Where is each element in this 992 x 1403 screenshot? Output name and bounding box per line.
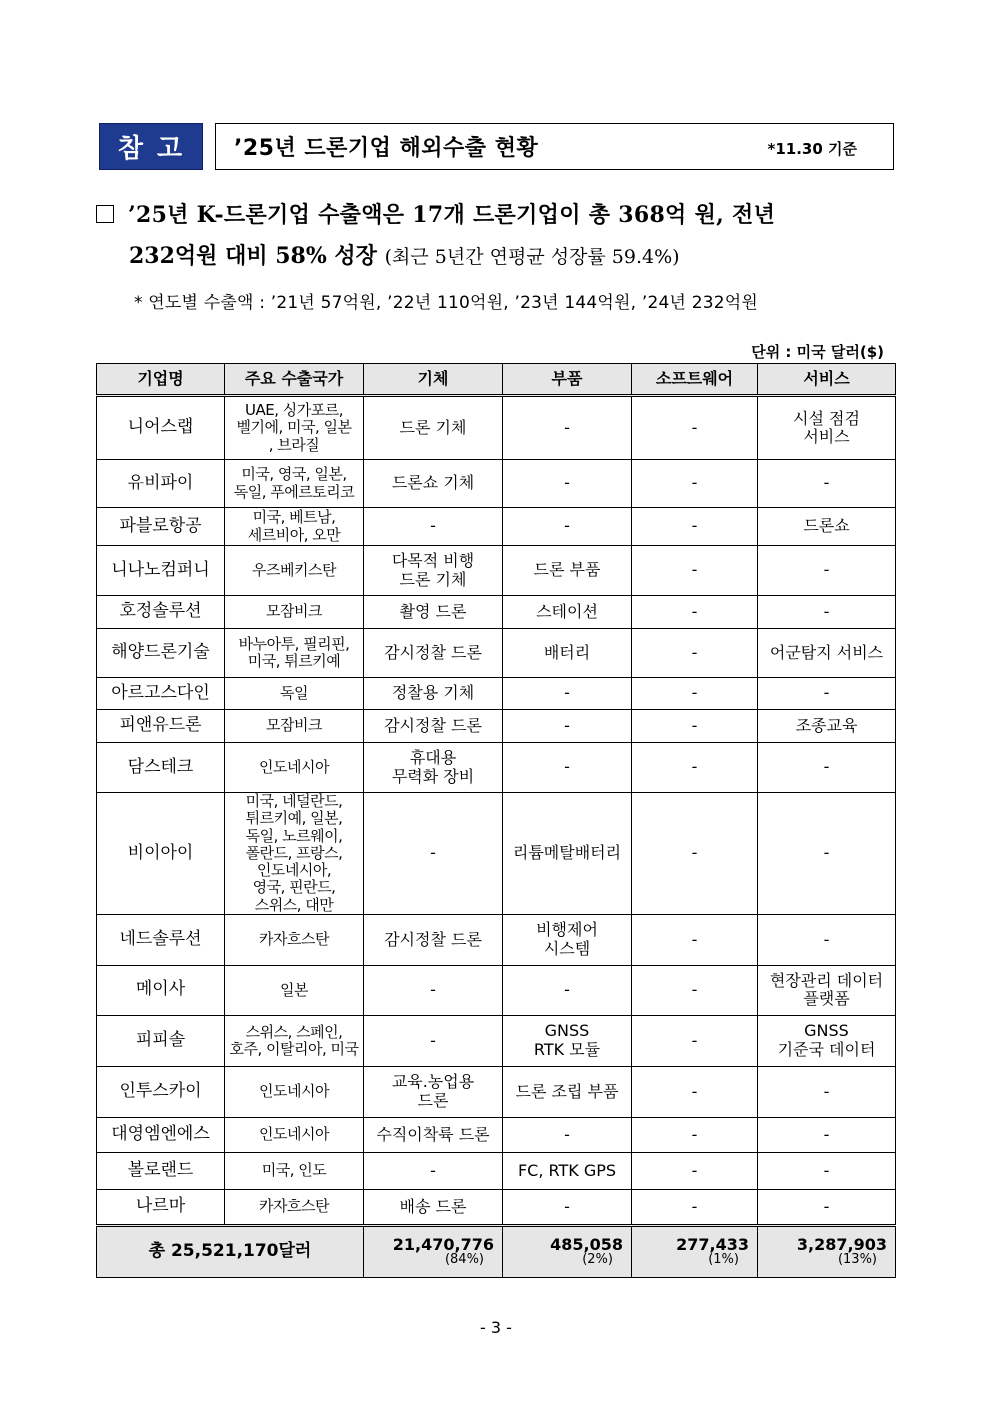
countries-cell: 미국, 네덜란드, 튀르키예, 일본, 독일, 노르웨이, 폴란드, 프랑스, 인도네시아, 영국, 핀란드, 스위스, 대만 bbox=[225, 793, 364, 915]
parts-cell: 배터리 bbox=[503, 629, 632, 678]
table-row bbox=[97, 596, 896, 629]
parts-cell: - bbox=[503, 710, 632, 743]
software-cell: - bbox=[632, 914, 758, 965]
service-cell: - bbox=[758, 1066, 896, 1117]
page-number: - 3 - bbox=[480, 1318, 512, 1337]
parts-cell: 리튬메탈배터리 bbox=[503, 793, 632, 915]
date-note: *11.30 기준 bbox=[767, 140, 857, 158]
company-cell: 네드솔루션 bbox=[97, 914, 225, 965]
countries-cell: 미국, 인도 bbox=[225, 1152, 364, 1189]
service-cell: - bbox=[758, 546, 896, 596]
parts-cell: - bbox=[503, 678, 632, 710]
airframe-cell: 정찰용 기체 bbox=[364, 678, 503, 710]
table-row bbox=[97, 710, 896, 743]
total-label: 총 25,521,170달러 bbox=[97, 1225, 364, 1277]
parts-cell: - bbox=[503, 965, 632, 1015]
software-cell: - bbox=[632, 508, 758, 546]
checkbox-bullet-icon bbox=[96, 205, 114, 223]
col-header-company: 기업명 bbox=[97, 364, 225, 396]
total-airframe-pct: (84%) bbox=[444, 1252, 484, 1268]
company-cell: 담스테크 bbox=[97, 743, 225, 793]
table-row bbox=[97, 1015, 896, 1066]
table-row bbox=[97, 965, 896, 1015]
service-cell: 어군탐지 서비스 bbox=[758, 629, 896, 678]
airframe-cell: - bbox=[364, 1152, 503, 1189]
company-cell: 메이사 bbox=[97, 965, 225, 1015]
airframe-cell: - bbox=[364, 508, 503, 546]
table-row bbox=[97, 1066, 896, 1117]
airframe-cell: 감시정찰 드론 bbox=[364, 914, 503, 965]
countries-cell: 인도네시아 bbox=[225, 743, 364, 793]
software-cell: - bbox=[632, 965, 758, 1015]
company-cell: 비이아이 bbox=[97, 793, 225, 915]
table-row bbox=[97, 629, 896, 678]
company-cell: 아르고스다인 bbox=[97, 678, 225, 710]
company-cell: 파블로항공 bbox=[97, 508, 225, 546]
total-service-value: 3,287,903 bbox=[796, 1234, 887, 1254]
company-cell: 유비파이 bbox=[97, 460, 225, 508]
software-cell: - bbox=[632, 546, 758, 596]
company-cell: 피앤유드론 bbox=[97, 710, 225, 743]
parts-cell: - bbox=[503, 396, 632, 460]
total-parts bbox=[503, 1225, 632, 1277]
company-cell: 니어스랩 bbox=[97, 396, 225, 460]
airframe-cell: 드론 기체 bbox=[364, 396, 503, 460]
col-header-parts: 부품 bbox=[503, 364, 632, 396]
total-service-pct: (13%) bbox=[837, 1252, 877, 1268]
col-header-service: 서비스 bbox=[758, 364, 896, 396]
service-cell: - bbox=[758, 460, 896, 508]
summary-line-1: ’25년 K-드론기업 수출액은 17개 드론기업이 총 368억 원, 전년 bbox=[128, 202, 776, 228]
parts-cell: - bbox=[503, 743, 632, 793]
table-row bbox=[97, 793, 896, 915]
parts-cell: - bbox=[503, 1117, 632, 1152]
parts-cell: - bbox=[503, 460, 632, 508]
yearly-exports-note: * 연도별 수출액 : ’21년 57억원, ’22년 110억원, ’23년 144억원, ’24년 232억원 bbox=[134, 293, 758, 313]
airframe-cell: 교육.농업용 드론 bbox=[364, 1066, 503, 1117]
airframe-cell: 배송 드론 bbox=[364, 1189, 503, 1225]
table-row bbox=[97, 1152, 896, 1189]
company-cell: 볼로랜드 bbox=[97, 1152, 225, 1189]
service-cell: 현장관리 데이터 플랫폼 bbox=[758, 965, 896, 1015]
parts-cell: - bbox=[503, 508, 632, 546]
parts-cell: 드론 조립 부품 bbox=[503, 1066, 632, 1117]
summary-line-2: 232억원 대비 58% 성장 bbox=[129, 243, 377, 269]
countries-cell: 미국, 베트남, 세르비아, 오만 bbox=[225, 508, 364, 546]
total-parts-pct: (2%) bbox=[582, 1252, 613, 1268]
software-cell: - bbox=[632, 1117, 758, 1152]
total-airframe-value: 21,470,776 bbox=[392, 1234, 494, 1254]
service-cell: - bbox=[758, 596, 896, 629]
total-software bbox=[632, 1225, 758, 1277]
airframe-cell: 드론쇼 기체 bbox=[364, 460, 503, 508]
software-cell: - bbox=[632, 678, 758, 710]
table-row bbox=[97, 396, 896, 460]
service-cell: - bbox=[758, 678, 896, 710]
company-cell: 인투스카이 bbox=[97, 1066, 225, 1117]
service-cell: - bbox=[758, 793, 896, 915]
table-row bbox=[97, 508, 896, 546]
software-cell: - bbox=[632, 1066, 758, 1117]
parts-cell: - bbox=[503, 1189, 632, 1225]
countries-cell: UAE, 싱가포르, 벨기에, 미국, 일본 , 브라질 bbox=[225, 396, 364, 460]
software-cell: - bbox=[632, 629, 758, 678]
page-title: ’25년 드론기업 해외수출 현황 bbox=[234, 136, 539, 161]
col-header-airframe: 기체 bbox=[364, 364, 503, 396]
countries-cell: 우즈베키스탄 bbox=[225, 546, 364, 596]
software-cell: - bbox=[632, 710, 758, 743]
software-cell: - bbox=[632, 1015, 758, 1066]
header-bar bbox=[97, 123, 894, 172]
parts-cell: GNSS RTK 모듈 bbox=[503, 1015, 632, 1066]
airframe-cell: 휴대용 무력화 장비 bbox=[364, 743, 503, 793]
software-cell: - bbox=[632, 396, 758, 460]
airframe-cell: - bbox=[364, 793, 503, 915]
company-cell: 호정솔루션 bbox=[97, 596, 225, 629]
service-cell: - bbox=[758, 1117, 896, 1152]
airframe-cell: 촬영 드론 bbox=[364, 596, 503, 629]
software-cell: - bbox=[632, 1189, 758, 1225]
countries-cell: 카자흐스탄 bbox=[225, 1189, 364, 1225]
export-table bbox=[96, 363, 896, 1278]
countries-cell: 인도네시아 bbox=[225, 1117, 364, 1152]
summary-bullet bbox=[96, 198, 898, 270]
total-software-pct: (1%) bbox=[708, 1252, 739, 1268]
table-row bbox=[97, 743, 896, 793]
service-cell: - bbox=[758, 1152, 896, 1189]
airframe-cell: 감시정찰 드론 bbox=[364, 629, 503, 678]
total-parts-value: 485,058 bbox=[550, 1234, 623, 1254]
countries-cell: 일본 bbox=[225, 965, 364, 1015]
airframe-cell: 다목적 비행 드론 기체 bbox=[364, 546, 503, 596]
table-row bbox=[97, 914, 896, 965]
total-software-value: 277,433 bbox=[676, 1234, 749, 1254]
countries-cell: 모잠비크 bbox=[225, 596, 364, 629]
service-cell: 드론쇼 bbox=[758, 508, 896, 546]
software-cell: - bbox=[632, 596, 758, 629]
table-row bbox=[97, 546, 896, 596]
countries-cell: 인도네시아 bbox=[225, 1066, 364, 1117]
title-box bbox=[215, 123, 894, 170]
countries-cell: 모잠비크 bbox=[225, 710, 364, 743]
software-cell: - bbox=[632, 743, 758, 793]
table-row bbox=[97, 1189, 896, 1225]
service-cell: 조종교육 bbox=[758, 710, 896, 743]
service-cell: - bbox=[758, 1189, 896, 1225]
service-cell: - bbox=[758, 914, 896, 965]
airframe-cell: - bbox=[364, 1015, 503, 1066]
service-cell: 시설 점검 서비스 bbox=[758, 396, 896, 460]
airframe-cell: - bbox=[364, 965, 503, 1015]
countries-cell: 스위스, 스페인, 호주, 이탈리아, 미국 bbox=[225, 1015, 364, 1066]
company-cell: 대영엠엔에스 bbox=[97, 1117, 225, 1152]
airframe-cell: 수직이착륙 드론 bbox=[364, 1117, 503, 1152]
parts-cell: 비행제어 시스템 bbox=[503, 914, 632, 965]
table-row bbox=[97, 1117, 896, 1152]
company-cell: 해양드론기술 bbox=[97, 629, 225, 678]
parts-cell: 스테이션 bbox=[503, 596, 632, 629]
total-row bbox=[97, 1225, 896, 1277]
service-cell: - bbox=[758, 743, 896, 793]
col-header-countries: 주요 수출국가 bbox=[225, 364, 364, 396]
unit-label: 단위 : 미국 달러($) bbox=[751, 343, 884, 361]
summary-growth-note: (최근 5년간 연평균 성장률 59.4%) bbox=[384, 246, 680, 268]
airframe-cell: 감시정찰 드론 bbox=[364, 710, 503, 743]
table-row bbox=[97, 460, 896, 508]
countries-cell: 카자흐스탄 bbox=[225, 914, 364, 965]
countries-cell: 독일 bbox=[225, 678, 364, 710]
table-row bbox=[97, 678, 896, 710]
service-cell: GNSS 기준국 데이터 bbox=[758, 1015, 896, 1066]
col-header-software: 소프트웨어 bbox=[632, 364, 758, 396]
parts-cell: 드론 부품 bbox=[503, 546, 632, 596]
total-service bbox=[758, 1225, 896, 1277]
table-header-row bbox=[97, 364, 896, 396]
company-cell: 피피솔 bbox=[97, 1015, 225, 1066]
software-cell: - bbox=[632, 1152, 758, 1189]
total-airframe bbox=[364, 1225, 503, 1277]
countries-cell: 바누아투, 필리핀, 미국, 튀르키예 bbox=[225, 629, 364, 678]
company-cell: 니나노컴퍼니 bbox=[97, 546, 225, 596]
countries-cell: 미국, 영국, 일본, 독일, 푸에르토리코 bbox=[225, 460, 364, 508]
reference-tag: 참고 bbox=[99, 123, 203, 170]
parts-cell: FC, RTK GPS bbox=[503, 1152, 632, 1189]
company-cell: 나르마 bbox=[97, 1189, 225, 1225]
software-cell: - bbox=[632, 460, 758, 508]
software-cell: - bbox=[632, 793, 758, 915]
